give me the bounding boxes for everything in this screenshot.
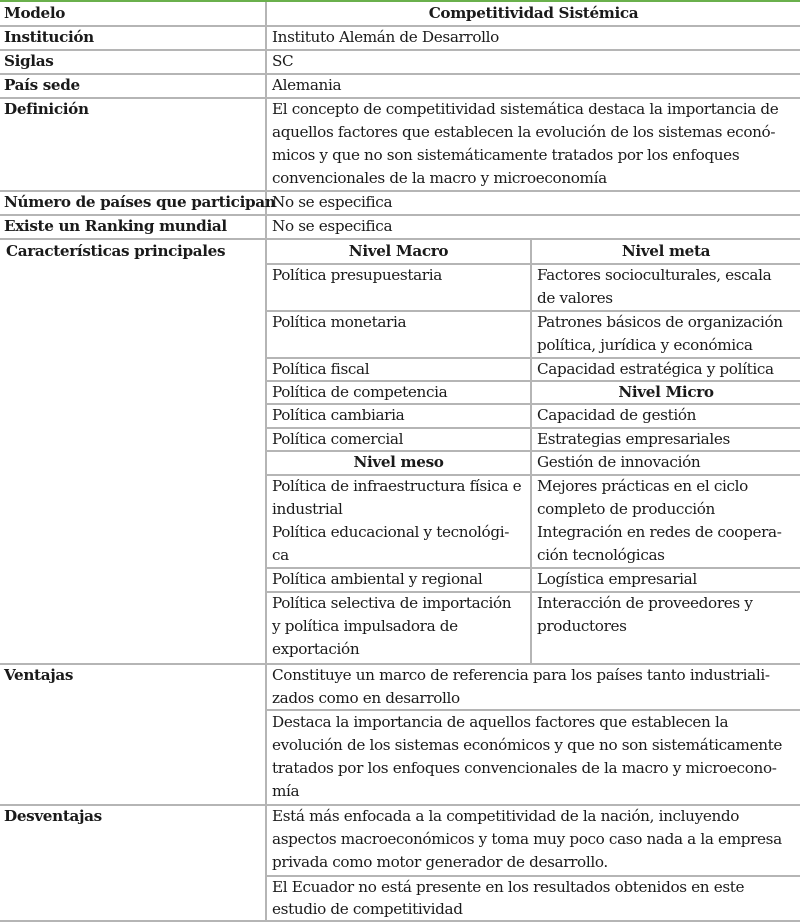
ventaja-line: evolución de los sistemas económicos y que no son sistemáticamente [272,736,783,754]
header-nivel-meta: Nivel meta [621,242,711,260]
meso-item: exportación [272,640,360,658]
definicion-line: El concepto de competitividad sistemática destaca la importancia de [272,100,779,118]
macro-item: Política de competencia [272,383,448,401]
macro-item: Política fiscal [272,360,370,378]
definicion-line: micos y que no son sistemáticamente tratados por los enfoques [272,146,740,164]
ventaja-line: mía [272,782,300,800]
macro-item: Política presupuestaria [272,266,442,284]
meso-item: y política impulsadora de [272,617,458,635]
ventaja-line: Constituye un marco de referencia para los países tanto industriali- [272,666,770,684]
header-nivel-macro: Nivel Macro [348,242,449,260]
desventaja-line: El Ecuador no está presente en los resultados obtenidos en este [272,878,745,896]
meta-item: de valores [537,289,613,307]
desventaja-line: privada como motor generador de desarrollo. [272,853,608,871]
micro-item: Mejores prácticas en el ciclo [537,477,748,495]
label-siglas: Siglas [4,52,54,70]
meta-item: Capacidad estratégica y política [537,360,774,378]
meso-item: industrial [272,500,343,518]
value-pais-sede: Alemania [272,76,342,94]
macro-item: Política monetaria [272,313,407,331]
model-title: Competitividad Sistémica [428,4,639,22]
label-numero-paises: Número de países que participan [4,193,276,211]
desventaja-line: aspectos macroeconómicos y toma muy poco caso nada a la empresa [272,830,782,848]
label-desventajas: Desventajas [4,807,102,825]
micro-item: productores [537,617,627,635]
micro-item: ción tecnológicas [537,546,665,564]
row-divider [0,73,800,75]
micro-item: completo de producción [537,500,715,518]
macro-item: Política comercial [272,430,404,448]
ventaja-line: zados como en desarrollo [272,689,460,707]
micro-item: Estrategias empresariales [537,430,730,448]
meso-item: Política educacional y tecnológi- [272,523,509,541]
value-siglas: SC [272,52,294,70]
label-ventajas: Ventajas [4,666,74,684]
value-institucion: Instituto Alemán de Desarrollo [272,28,499,46]
meta-item: política, jurídica y económica [537,336,753,354]
definicion-line: aquellos factores que establecen la evolución de los sistemas econó- [272,123,776,141]
meta-item: Factores socioculturales, escala [537,266,772,284]
meso-item: Política selectiva de importación [272,594,512,612]
desventaja-line: Está más enfocada a la competitividad de la nación, incluyendo [272,807,740,825]
micro-item: Interacción de proveedores y [537,594,753,612]
meso-item: ca [272,546,289,564]
micro-item: Logística empresarial [537,570,697,588]
value-numero-paises: No se especifica [272,193,393,211]
meso-item: Política de infraestructura física e [272,477,522,495]
value-ranking: No se especifica [272,217,393,235]
meso-item: Política ambiental y regional [272,570,483,588]
micro-item: Capacidad de gestión [537,406,697,424]
header-nivel-meso: Nivel meso [353,453,444,471]
label-institucion: Institución [4,28,94,46]
header-nivel-micro: Nivel Micro [618,383,714,401]
ventaja-line: tratados por los enfoques convencionales de la macro y microecono- [272,759,777,777]
micro-item: Integración en redes de coopera- [537,523,782,541]
label-ranking: Existe un Ranking mundial [4,217,227,235]
ventaja-line: Destaca la importancia de aquellos factores que establecen la [272,713,729,731]
label-definicion: Definición [4,100,89,118]
definicion-line: convencionales de la macro y microeconomía [272,169,607,187]
macro-item: Política cambiaria [272,406,405,424]
header-label: Modelo [4,4,66,22]
desventaja-line: estudio de competitividad [272,900,463,918]
label-caracteristicas: Características principales [6,242,226,260]
label-pais-sede: País sede [4,76,80,94]
meta-item: Patrones básicos de organización [537,313,783,331]
micro-item: Gestión de innovación [537,453,701,471]
